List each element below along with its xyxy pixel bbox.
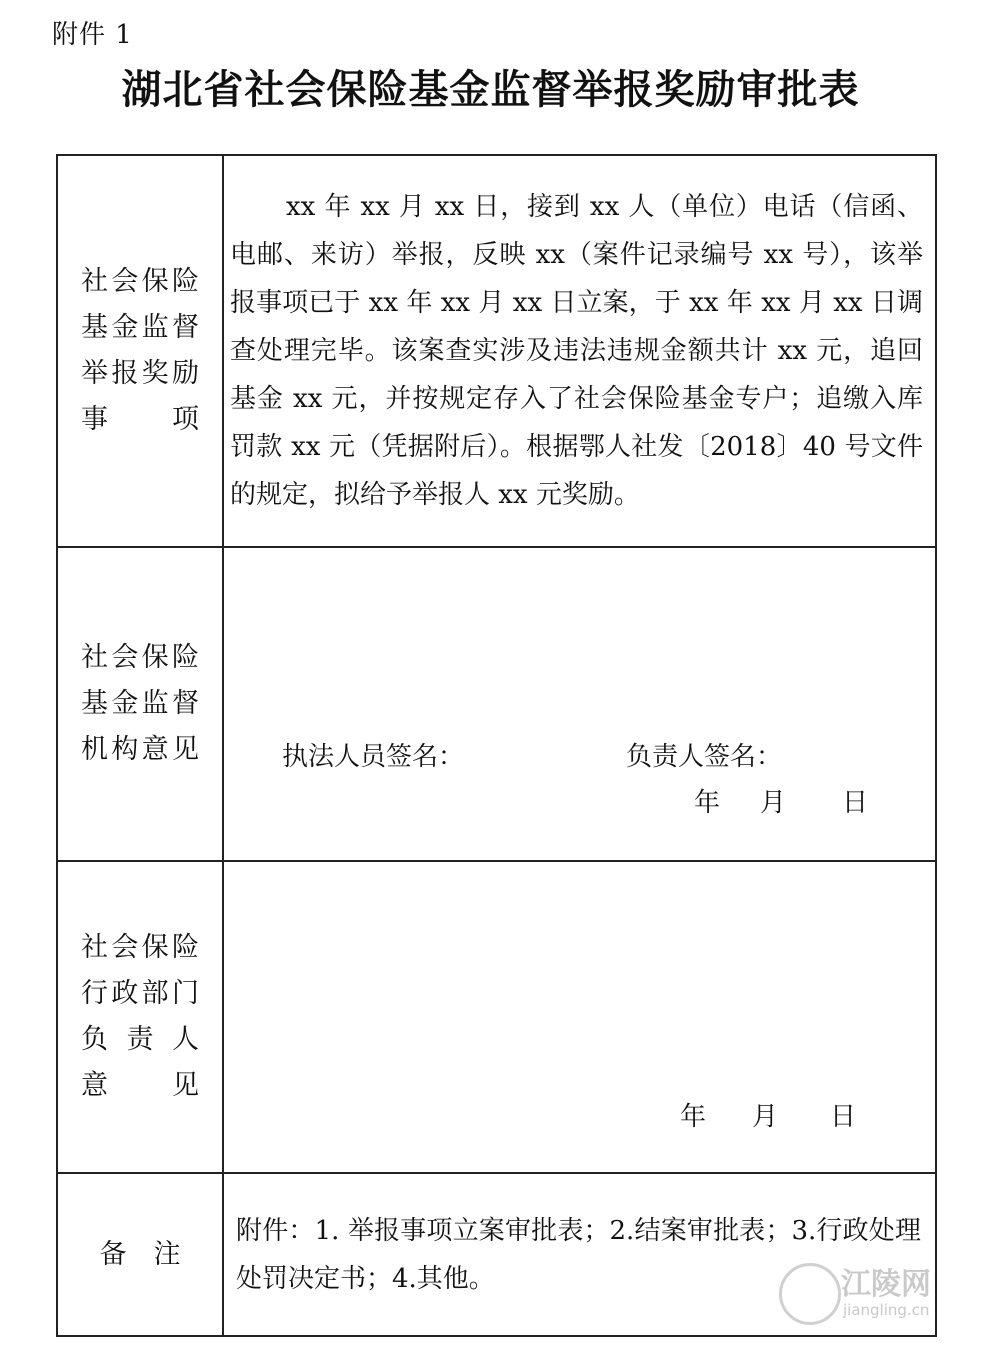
row-content-cell	[223, 155, 936, 547]
label-line: 社会保险	[81, 266, 199, 297]
watermark-logo-icon	[779, 1263, 841, 1325]
form-row-agency-opinion	[57, 547, 936, 861]
date-day: 日	[842, 788, 869, 818]
row-label-cell	[57, 861, 223, 1173]
attachment-label: 附件 1	[52, 20, 133, 50]
date-year: 年	[680, 1102, 707, 1132]
row-content-cell	[223, 861, 936, 1173]
date-month: 月	[752, 1102, 779, 1132]
approval-form-table	[56, 154, 937, 1337]
watermark-name: 江陵网	[841, 1267, 931, 1302]
date-line	[680, 1096, 856, 1133]
row-content-cell	[223, 547, 936, 861]
label-line: 备 注	[99, 1238, 181, 1270]
form-row-department-opinion	[57, 861, 936, 1173]
label-line: 意 见	[81, 1070, 199, 1101]
leader-signature-label: 负责人签名：	[626, 742, 783, 772]
remarks-text: 附件：1. 举报事项立案审批表；2.结案审批表；3.行政处理处罚决定书；4.其他。	[236, 1215, 921, 1294]
date-month: 月	[760, 788, 787, 818]
row-label	[81, 259, 199, 443]
date-year: 年	[694, 788, 721, 818]
label-line: 举报奖励	[81, 358, 199, 389]
label-line: 负 责 人	[81, 1024, 199, 1055]
row-label-cell	[57, 1173, 223, 1336]
label-line: 基金监督	[81, 688, 199, 719]
form-row-reward-matter	[57, 155, 936, 547]
row-label-cell	[57, 155, 223, 547]
label-line: 社会保险	[81, 932, 199, 963]
row-label-cell	[57, 547, 223, 861]
site-watermark	[779, 1259, 959, 1331]
row-label	[81, 925, 199, 1109]
label-line: 社会保险	[81, 642, 199, 673]
row-label	[81, 1232, 199, 1278]
reward-matter-text: xx 年 xx 月 xx 日，接到 xx 人（单位）电话（信函、电邮、来访）举报，反映 xx（案件记录编号 xx 号），该举报事项已于 xx 年 xx 月 xx 日立案，于 xx 年 xx 月 xx 日调查处理完毕。该案查实涉及违法违规金额共计 xx 元，追回基金 xx 元，并按规定存入了社会保险基金专户；追缴入库罚款 xx 元（凭据附后）。根据鄂人社发〔2018〕40 号文件的规定，拟给予举报人 xx 元奖励。	[230, 192, 923, 510]
signature-line	[282, 736, 882, 773]
label-line: 行政部门	[81, 978, 199, 1009]
watermark-url: jiangling.cn	[843, 1301, 930, 1319]
row-label	[81, 635, 199, 773]
date-line	[694, 782, 868, 819]
label-line: 事 项	[81, 404, 199, 435]
label-line: 基金监督	[81, 312, 199, 343]
label-line: 机构意见	[81, 734, 199, 765]
form-title: 湖北省社会保险基金监督举报奖励审批表	[121, 67, 860, 113]
date-day: 日	[830, 1102, 857, 1132]
enforcer-signature-label: 执法人员签名：	[282, 742, 465, 772]
